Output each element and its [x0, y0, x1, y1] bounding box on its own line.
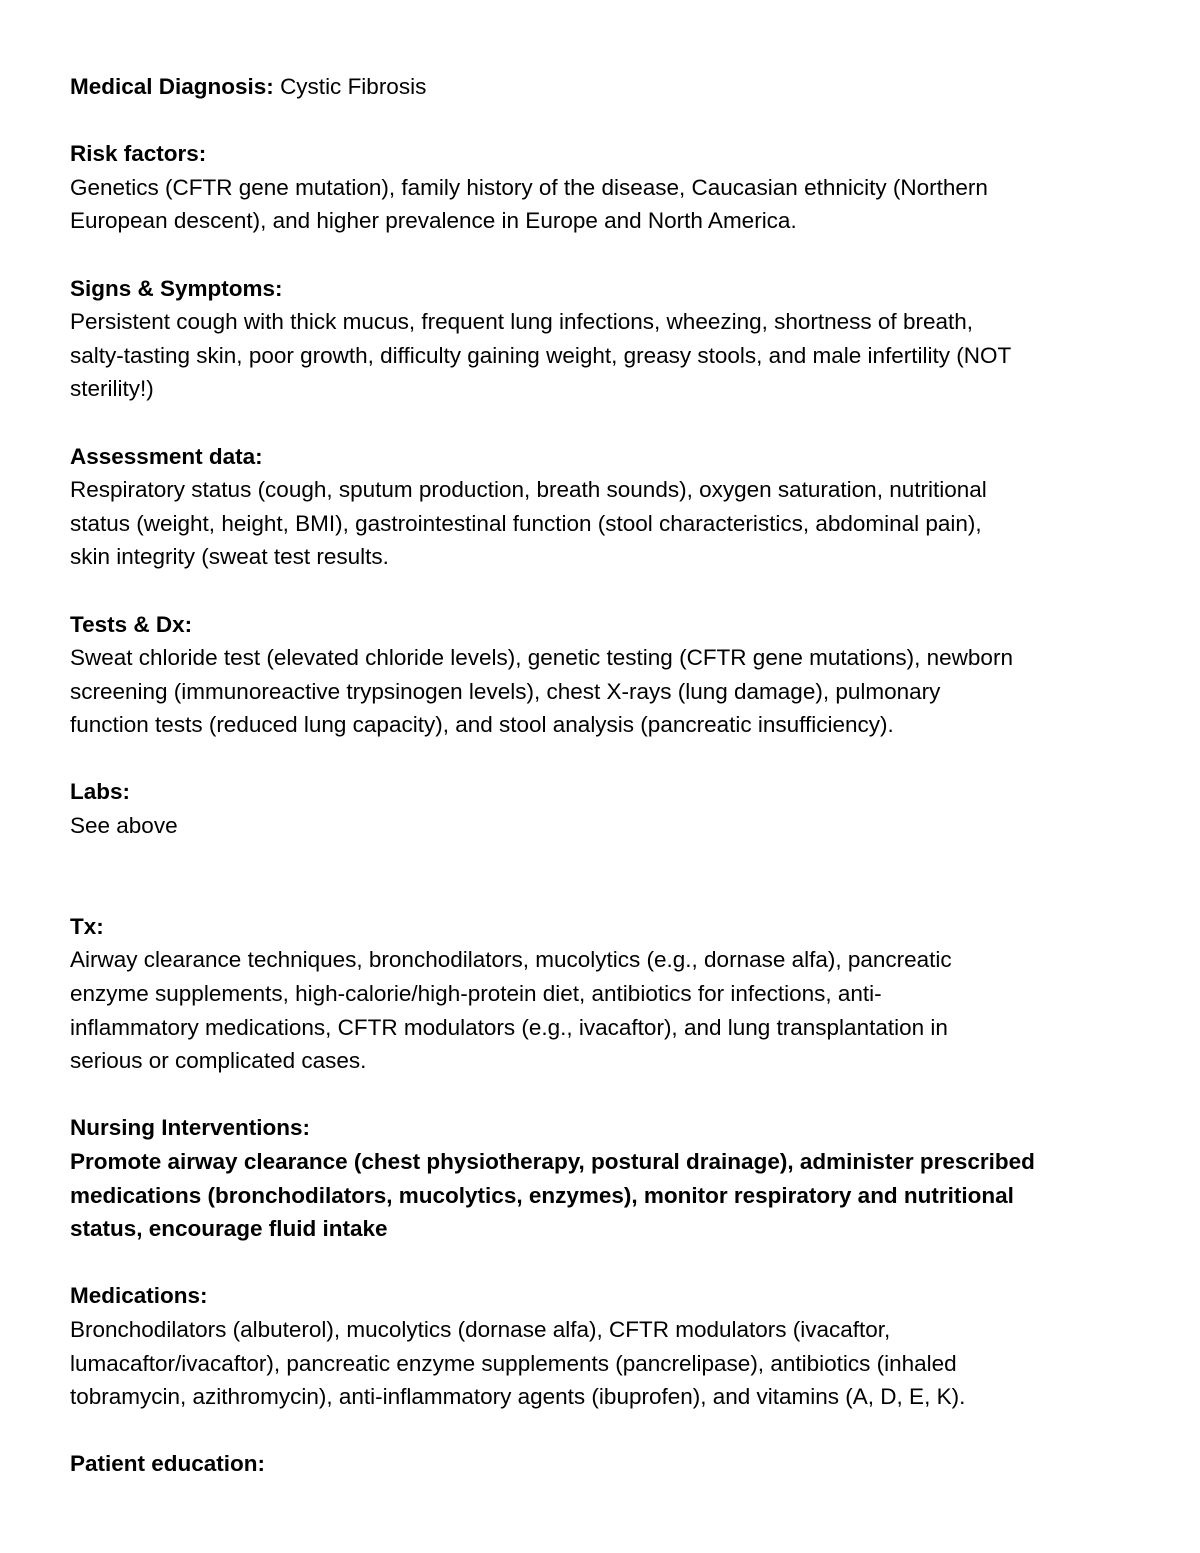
tx-heading: Tx: — [70, 913, 104, 939]
tx-line: enzyme supplements, high-calorie/high-protein diet, antibiotics for infections, anti- — [70, 981, 882, 1007]
tests-line: function tests (reduced lung capacity), and stool analysis (pancreatic insufficiency). — [70, 712, 894, 738]
patient-education-section — [70, 1447, 1140, 1481]
signs-symptoms-line: sterility!) — [70, 376, 154, 402]
nursing-heading: Nursing Interventions: — [70, 1115, 311, 1141]
tx-section — [70, 910, 1140, 1078]
tx-line: serious or complicated cases. — [70, 1048, 367, 1074]
nursing-line: medications (bronchodilators, mucolytics, enzymes), monitor respiratory and nutritional — [70, 1182, 1014, 1208]
medications-heading: Medications: — [70, 1283, 208, 1309]
tx-line: Airway clearance techniques, bronchodilators, mucolytics (e.g., dornase alfa), pancreatic — [70, 947, 952, 973]
tx-line: inflammatory medications, CFTR modulators (e.g., ivacaftor), and lung transplantation in — [70, 1014, 948, 1040]
signs-symptoms-section — [70, 272, 1140, 406]
assessment-line: Respiratory status (cough, sputum production, breath sounds), oxygen saturation, nutritional — [70, 477, 987, 503]
nursing-line: status, encourage fluid intake — [70, 1216, 388, 1242]
medications-line: tobramycin, azithromycin), anti-inflammatory agents (ibuprofen), and vitamins (A, D, E, K). — [70, 1384, 966, 1410]
signs-symptoms-line: salty-tasting skin, poor growth, difficulty gaining weight, greasy stools, and male infertility (NOT — [70, 342, 1012, 368]
risk-factors-heading: Risk factors: — [70, 141, 207, 167]
medications-section — [70, 1279, 1140, 1413]
tests-line: Sweat chloride test (elevated chloride levels), genetic testing (CFTR gene mutations), newborn — [70, 645, 1013, 671]
medications-line: lumacaftor/ivacaftor), pancreatic enzyme supplements (pancrelipase), antibiotics (inhaled — [70, 1350, 957, 1376]
tests-line: screening (immunoreactive trypsinogen levels), chest X-rays (lung damage), pulmonary — [70, 678, 941, 704]
labs-line: See above — [70, 813, 178, 839]
assessment-line: status (weight, height, BMI), gastrointestinal function (stool characteristics, abdominal pain), — [70, 510, 982, 536]
assessment-line: skin integrity (sweat test results. — [70, 544, 389, 570]
patient-education-heading: Patient education: — [70, 1451, 266, 1477]
signs-symptoms-line: Persistent cough with thick mucus, frequent lung infections, wheezing, shortness of breath, — [70, 309, 973, 335]
medications-line: Bronchodilators (albuterol), mucolytics (dornase alfa), CFTR modulators (ivacaftor, — [70, 1316, 891, 1342]
tests-heading: Tests & Dx: — [70, 611, 193, 637]
nursing-line: Promote airway clearance (chest physiotherapy, postural drainage), administer prescribed — [70, 1149, 1035, 1174]
assessment-section — [70, 440, 1140, 574]
tests-section — [70, 608, 1140, 742]
signs-symptoms-heading: Signs & Symptoms: — [70, 275, 283, 301]
blank-line — [70, 843, 1140, 877]
risk-factors-line: European descent), and higher prevalence in Europe and North America. — [70, 208, 797, 234]
diagnosis-value: Cystic Fibrosis — [280, 74, 427, 99]
labs-section — [70, 775, 1140, 876]
document-page — [70, 70, 1140, 1515]
diagnosis-label: Medical Diagnosis: — [70, 74, 274, 99]
risk-factors-line: Genetics (CFTR gene mutation), family history of the disease, Caucasian ethnicity (Northern — [70, 174, 988, 200]
risk-factors-section — [70, 137, 1140, 238]
nursing-section — [70, 1111, 1140, 1245]
diagnosis-section — [70, 70, 1140, 104]
labs-heading: Labs: — [70, 779, 131, 805]
assessment-heading: Assessment data: — [70, 443, 263, 469]
